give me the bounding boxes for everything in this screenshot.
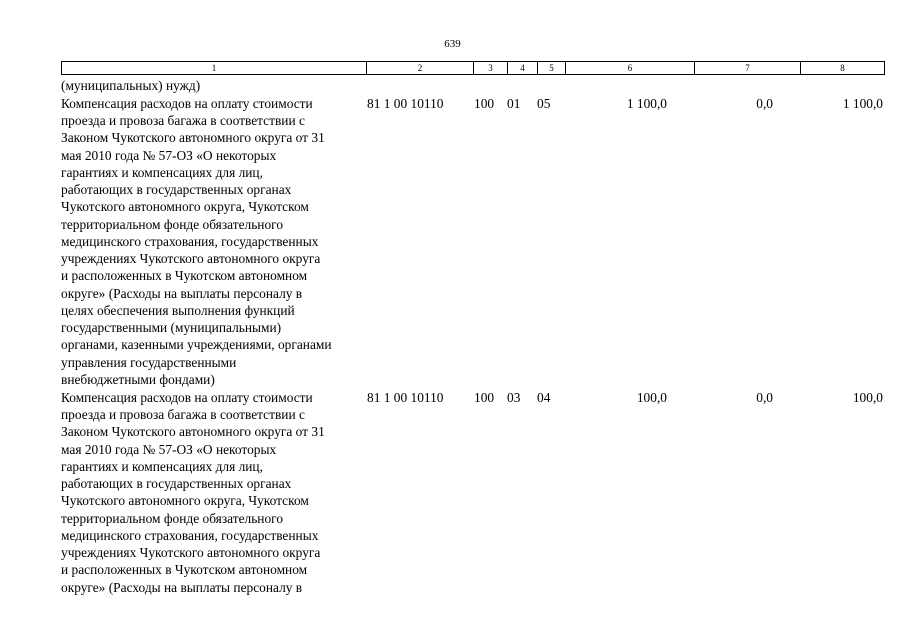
row-description-line: Законом Чукотского автономного округа от 31 (61, 424, 325, 439)
row-description-line: Законом Чукотского автономного округа от 31 (61, 130, 325, 145)
row-col8: 100,0 (852, 390, 883, 405)
row-description-line: учреждениях Чукотского автономного округа (61, 251, 321, 266)
header-col-6: 6 (566, 62, 695, 74)
row-description-line: Компенсация расходов на оплату стоимости (61, 390, 313, 405)
row-description-line: территориальном фонде обязательного (61, 511, 284, 526)
row-col7: 0,0 (756, 96, 773, 111)
row-code: 81 1 00 10110 (367, 96, 444, 111)
table-header (61, 61, 885, 75)
row-description-line: управления государственными (61, 355, 237, 370)
row-description-line: и расположенных в Чукотском автономном (61, 562, 308, 577)
continuation-text: (муниципальных) нужд) (61, 78, 201, 93)
row-description-line: органами, казенными учреждениями, органами (61, 337, 332, 352)
row-col5: 05 (537, 96, 551, 111)
row-description-line: округе» (Расходы на выплаты персоналу в (61, 580, 303, 595)
row-description-line: медицинского страхования, государственных (61, 234, 319, 249)
page-number: 639 (444, 38, 461, 50)
header-col-1: 1 (62, 62, 367, 74)
header-col-2: 2 (367, 62, 474, 74)
row-description-line: гарантиях и компенсациях для лиц, (61, 165, 263, 180)
row-col6: 1 100,0 (626, 96, 667, 111)
row-description-line: мая 2010 года № 57-ОЗ «О некоторых (61, 442, 277, 457)
row-description-line: мая 2010 года № 57-ОЗ «О некоторых (61, 148, 277, 163)
row-description-line: территориальном фонде обязательного (61, 217, 284, 232)
header-col-8: 8 (840, 63, 845, 73)
row-col7: 0,0 (756, 390, 773, 405)
row-col5: 04 (537, 390, 551, 405)
row-col3: 100 (474, 96, 495, 111)
row-description-line: работающих в государственных органах (61, 182, 292, 197)
row-col3: 100 (474, 390, 495, 405)
row-code: 81 1 00 10110 (367, 390, 444, 405)
row-description-line: государственными (муниципальными) (61, 320, 282, 335)
row-description-line: проезда и провоза багажа в соответствии с (61, 113, 305, 128)
row-col4: 01 (507, 96, 521, 111)
row-col8: 1 100,0 (842, 96, 883, 111)
row-col6: 100,0 (636, 390, 667, 405)
row-description-line: округе» (Расходы на выплаты персоналу в (61, 286, 303, 301)
row-description-line: и расположенных в Чукотском автономном (61, 268, 308, 283)
row-description-line: гарантиях и компенсациях для лиц, (61, 459, 263, 474)
row-description-line: медицинского страхования, государственных (61, 528, 319, 543)
row-description-line: внебюджетными фондами) (61, 372, 215, 387)
header-col-7: 7 (695, 62, 801, 74)
row-description-line: целях обеспечения выполнения функций (61, 303, 295, 318)
row-description-line: работающих в государственных органах (61, 476, 292, 491)
row-description-line: Чукотского автономного округа, Чукотском (61, 493, 309, 508)
header-col-3: 3 (474, 62, 508, 74)
header-col-4: 4 (508, 62, 538, 74)
row-description-line: проезда и провоза багажа в соответствии с (61, 407, 305, 422)
row-description-line: Компенсация расходов на оплату стоимости (61, 96, 313, 111)
row-description-line: Чукотского автономного округа, Чукотском (61, 199, 309, 214)
row-description-line: учреждениях Чукотского автономного округа (61, 545, 321, 560)
header-col-5: 5 (538, 62, 566, 74)
row-col4: 03 (507, 390, 521, 405)
